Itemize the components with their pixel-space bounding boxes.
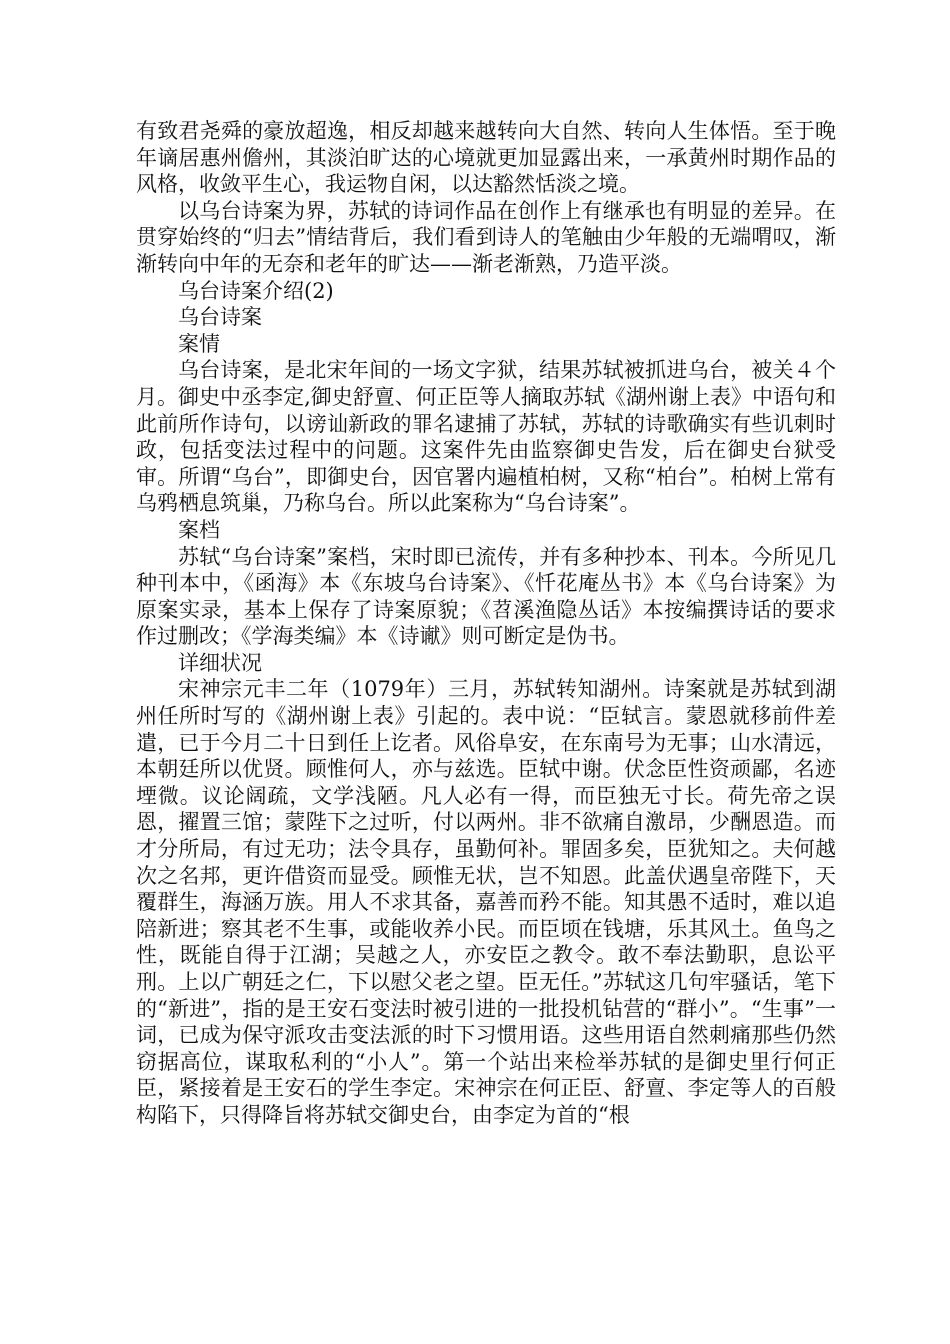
- heading-case-archive: 案档: [178, 517, 220, 542]
- document-body: [136, 118, 836, 1129]
- heading-case-facts: 案情: [178, 331, 220, 356]
- subsection-title: 乌台诗案: [178, 305, 262, 330]
- paragraph-case-facts: 乌台诗案，是北宋年间的一场文字狱，结果苏轼被抓进乌台，被关４个月。御史中丞李定,御史舒亶、何正臣等人摘取苏轼《湖州谢上表》中语句和此前所作诗句，以谤讪新政的罪名逮捕了苏轼，苏轼的诗歌确实有些讥刺时政，包括变法过程中的问题。这案件先由监察御史告发，后在御史台狱受审。所谓“乌台”，即御史台，因官署内遍植柏树，又称“柏台”。柏树上常有乌鸦栖息筑巢，乃称乌台。所以此案称为“乌台诗案”。: [136, 358, 836, 516]
- paragraph-case-archive: 苏轼“乌台诗案”案档，宋时即已流传，并有多种抄本、刊本。今所见几种刊本中，《函海》本《东坡乌台诗案》、《忏花庵丛书》本《乌台诗案》为原案实录，基本上保存了诗案原貌；《苕溪渔隐丛话》本按编撰诗话的要求作过删改；《学海类编》本《诗谳》则可断定是伪书。: [136, 544, 836, 649]
- paragraph-continuation: 有致君尧舜的豪放超逸，相反却越来越转向大自然、转向人生体悟。至于晚年谪居惠州儋州，其淡泊旷达的心境就更加显露出来，一承黄州时期作品的风格，收敛平生心，我运物自闲，以达豁然恬淡之境。: [136, 119, 836, 197]
- paragraph-details: 宋神宗元丰二年（1079年）三月，苏轼转知湖州。诗案就是苏轼到湖州任所时写的《湖州谢上表》引起的。表中说：“臣轼言。蒙恩就移前件差遣，已于今月二十日到任上讫者。风俗阜安，在东南号为无事；山水清远，本朝廷所以优贤。顾惟何人，亦与兹选。臣轼中谢。伏念臣性资顽鄙，名迹堙微。议论阔疏，文学浅陋。凡人必有一得，而臣独无寸长。荷先帝之误恩，擢置三馆；蒙陛下之过听，付以两州。非不欲痛自激昂，少酬恩造。而才分所局，有过无功；法令具存，虽勤何补。罪固多矣，臣犹知之。夫何越次之名邦，更许借资而显受。顾惟无状，岂不知恩。此盖伏遇皇帝陛下，天覆群生，海涵万族。用人不求其备，嘉善而矜不能。知其愚不适时，难以追陪新进；察其老不生事，或能收养小民。而臣顷在钱塘，乐其风土。鱼鸟之性，既能自得于江湖；吴越之人，亦安臣之教令。敢不奉法勤职，息讼平刑。上以广朝廷之仁，下以慰父老之望。臣无任。”苏轼这几句牢骚话，笔下的“新进”，指的是王安石变法时被引进的一批投机钻营的“群小”。“生事”一词，已成为保守派攻击变法派的时下习惯用语。这些用语自然刺痛那些仍然窃据高位，谋取私利的“小人”。第一个站出来检举苏轼的是御史里行何正臣，紧接着是王安石的学生李定。宋神宗在何正臣、舒亶、李定等人的百般构陷下，只得降旨将苏轼交御史台，由李定为首的“根: [136, 677, 836, 1127]
- section-title: 乌台诗案介绍(2): [178, 278, 334, 303]
- paragraph-wutai-boundary: 以乌台诗案为界，苏轼的诗词作品在创作上有继承也有明显的差异。在贯穿始终的“归去”情结背后，我们看到诗人的笔触由少年般的无端喟叹，渐渐转向中年的无奈和老年的旷达——渐老渐熟，乃造平淡。: [136, 198, 836, 276]
- heading-details: 详细状况: [178, 650, 262, 675]
